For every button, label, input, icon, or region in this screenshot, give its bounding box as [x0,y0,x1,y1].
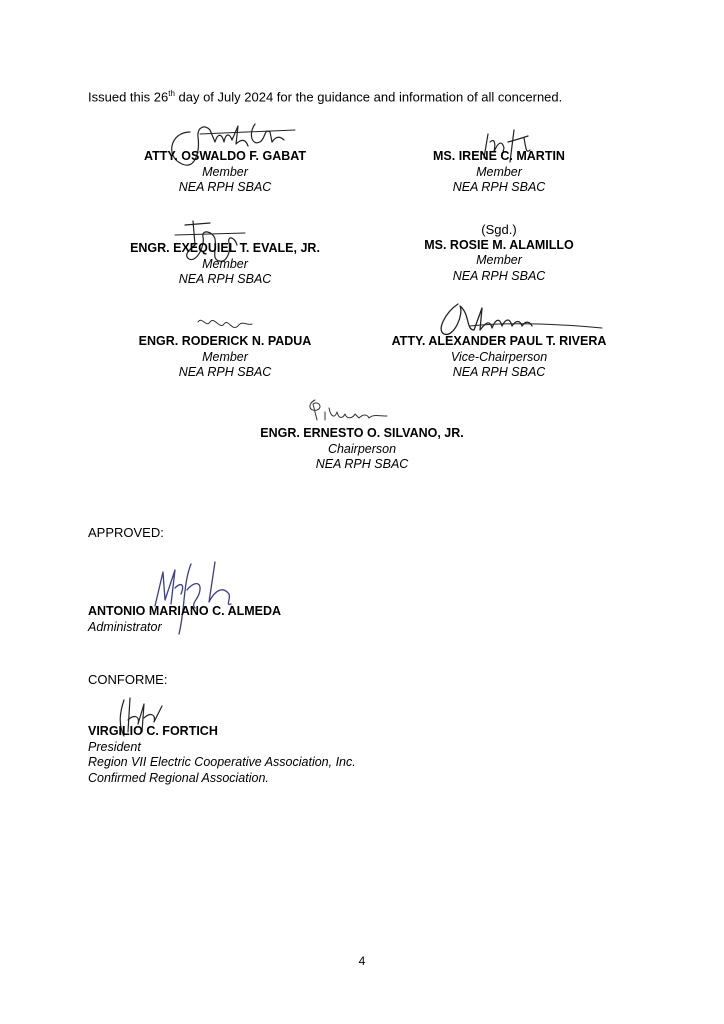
conforme-label: CONFORME: [88,672,168,687]
signatory-name: ENGR. RODERICK N. PADUA [138,334,312,348]
signatory-org: NEA RPH SBAC [178,365,272,379]
signatory-org: NEA RPH SBAC [452,180,546,194]
signatory-name: ATTY. ALEXANDER PAUL T. RIVERA [391,334,607,348]
signatory-block-gabat [75,149,375,196]
signatory-block-evale [75,241,375,288]
signed-marker: (Sgd.) [481,222,517,237]
approver-block [88,604,281,635]
issued-statement [88,89,562,104]
signatory-role: Member [202,164,248,179]
conforme-name: VIRGILIO C. FORTICH [88,724,218,738]
approved-label: APPROVED: [88,525,164,540]
signature-silvano [303,394,393,430]
signatory-name: MS. IRENE C. MARTIN [433,149,565,163]
issued-prefix: Issued this 26 [88,89,169,105]
signatory-org: NEA RPH SBAC [452,268,546,283]
signatory-block-padua [75,334,375,381]
signatory-role: Vice-Chairperson [450,349,548,364]
signatory-role: Member [202,349,248,364]
signatory-role: Member [476,253,522,267]
conforme-note: Confirmed Regional Association. [88,770,269,785]
signatory-org: NEA RPH SBAC [315,457,409,471]
signatory-block-rivera [349,334,649,381]
signatory-role: Chairperson [327,441,397,456]
signatory-org: NEA RPH SBAC [178,272,272,286]
signatory-role: Member [476,164,522,179]
signatory-block-silvano [212,426,512,473]
signatory-block-alamillo [349,222,649,284]
signatory-role: Member [202,256,248,271]
signatory-block-martin [349,149,649,196]
approver-name: ANTONIO MARIANO C. ALMEDA [88,604,282,618]
signatory-org: NEA RPH SBAC [452,365,546,379]
approver-title: Administrator [88,619,162,634]
page-number: 4 [358,954,366,968]
issued-suffix: day of July 2024 for the guidance and information of all concerned. [174,89,563,105]
signatory-name: ENGR. EXEQUIEL T. EVALE, JR. [130,241,320,255]
signatory-name: MS. ROSIE M. ALAMILLO [424,237,574,252]
issued-ordinal-suffix: th [168,89,175,98]
conforme-title: President [88,739,141,754]
conforme-block [88,724,356,786]
conforme-org: Region VII Electric Cooperative Association, Inc. [88,755,356,769]
signatory-name: ATTY. OSWALDO F. GABAT [143,149,307,163]
signatory-name: ENGR. ERNESTO O. SILVANO, JR. [260,426,464,440]
signatory-org: NEA RPH SBAC [178,180,272,194]
